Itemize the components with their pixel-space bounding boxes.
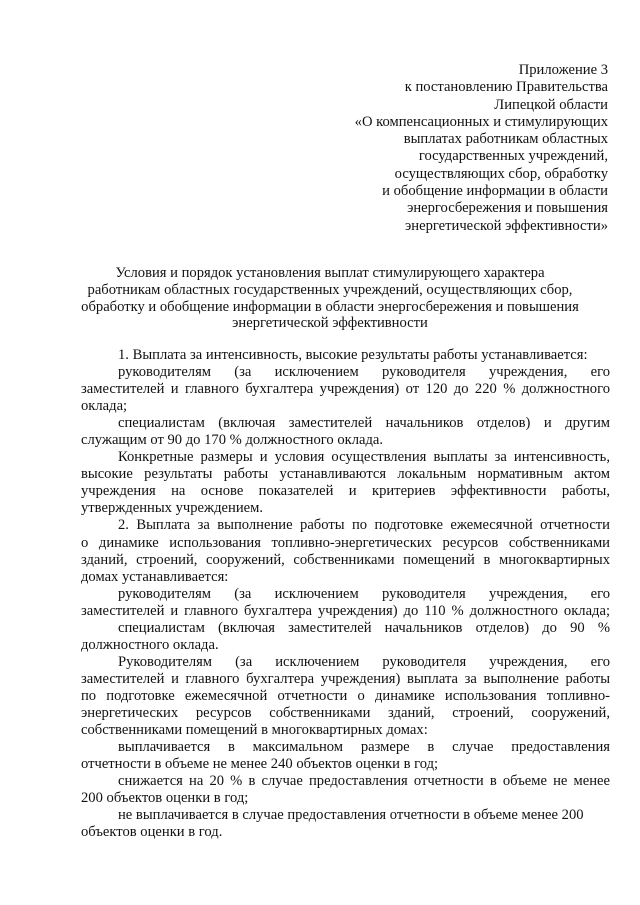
body-line: собственниками помещений в многоквартирных домах:: [81, 722, 428, 739]
body-line: снижается на 20 % в случае предоставления отчетности в объеме не менее: [118, 773, 610, 790]
body-line: оклада;: [81, 398, 128, 415]
body-line: заместителей и главного бухгалтера учреждения) от 120 до 220 % должностного: [81, 381, 610, 398]
appendix-line: энергосбережения и повышения: [407, 200, 608, 217]
body-line: по подготовке ежемесячной отчетности о динамике использования топливно-: [81, 687, 610, 704]
body-line: Конкретные размеры и условия осуществления выплаты за интенсивность,: [118, 449, 610, 466]
body-line: объектов оценки в год.: [81, 824, 223, 841]
body-line: выплачивается в максимальном размере в случае предоставления: [118, 739, 610, 756]
body-line: заместителей и главного бухгалтера учреждения) до 110 % должностного оклада;: [81, 602, 610, 619]
body-line: заместителей и главного бухгалтера учреждения) выплата за выполнение работы: [81, 670, 610, 687]
body-line: служащим от 90 до 170 % должностного оклада.: [81, 432, 384, 449]
title-line: работникам областных государственных учреждений, осуществляющих сбор,: [87, 281, 573, 298]
body-line: зданий, строений, сооружений, собственниками помещений в многоквартирных: [81, 551, 610, 568]
body-line: утвержденных учреждением.: [81, 500, 263, 517]
body-line: руководителям (за исключением руководителя учреждения, его: [118, 585, 610, 602]
appendix-line: к постановлению Правительства: [404, 79, 608, 96]
title-line: обработку и обобщение информации в области энергосбережения и повышения: [81, 298, 579, 315]
document-title: [60, 265, 600, 332]
appendix-line: энергетической эффективности»: [405, 217, 608, 234]
body-line: энергетических ресурсов собственниками зданий, строений, сооружений,: [81, 704, 610, 721]
appendix-line: и обобщение информации в области: [382, 183, 608, 200]
body-line: не выплачивается в случае предоставления отчетности в объеме менее 200: [118, 807, 584, 824]
title-line: Условия и порядок установления выплат стимулирующего характера: [115, 265, 545, 281]
body-line: высокие результаты работы устанавливаются локальным нормативным актом: [81, 466, 610, 483]
appendix-line: выплатах работникам областных: [403, 131, 608, 148]
body-line: Руководителям (за исключением руководителя учреждения, его: [118, 653, 610, 670]
body-line: о динамике использования топливно-энергетических ресурсов собственниками: [81, 534, 610, 551]
appendix-header: [320, 62, 608, 235]
appendix-line: «О компенсационных и стимулирующих: [354, 113, 608, 130]
body-line: специалистам (включая заместителей начальников отделов) до 90 %: [118, 619, 610, 636]
body-line: 1. Выплата за интенсивность, высокие результаты работы устанавливается:: [118, 347, 588, 363]
body-line: 200 объектов оценки в год;: [81, 790, 249, 807]
appendix-line: Приложение 3: [518, 62, 608, 78]
body-line: учреждения на основе показателей и критериев эффективности работы,: [81, 483, 610, 500]
title-line: энергетической эффективности: [232, 315, 428, 332]
appendix-line: Липецкой области: [494, 96, 608, 113]
body-line: отчетности в объеме не менее 240 объектов оценки в год;: [81, 756, 439, 773]
body-line: 2. Выплата за выполнение работы по подготовке ежемесячной отчетности: [118, 517, 610, 534]
body-line: специалистам (включая заместителей начальников отделов) и другим: [118, 415, 610, 432]
body-line: должностного оклада.: [81, 636, 219, 653]
document-body: [81, 347, 610, 841]
appendix-line: государственных учреждений,: [418, 148, 608, 165]
appendix-line: осуществляющих сбор, обработку: [394, 165, 608, 182]
body-line: руководителям (за исключением руководителя учреждения, его: [118, 364, 610, 381]
body-line: домах устанавливается:: [81, 568, 229, 585]
